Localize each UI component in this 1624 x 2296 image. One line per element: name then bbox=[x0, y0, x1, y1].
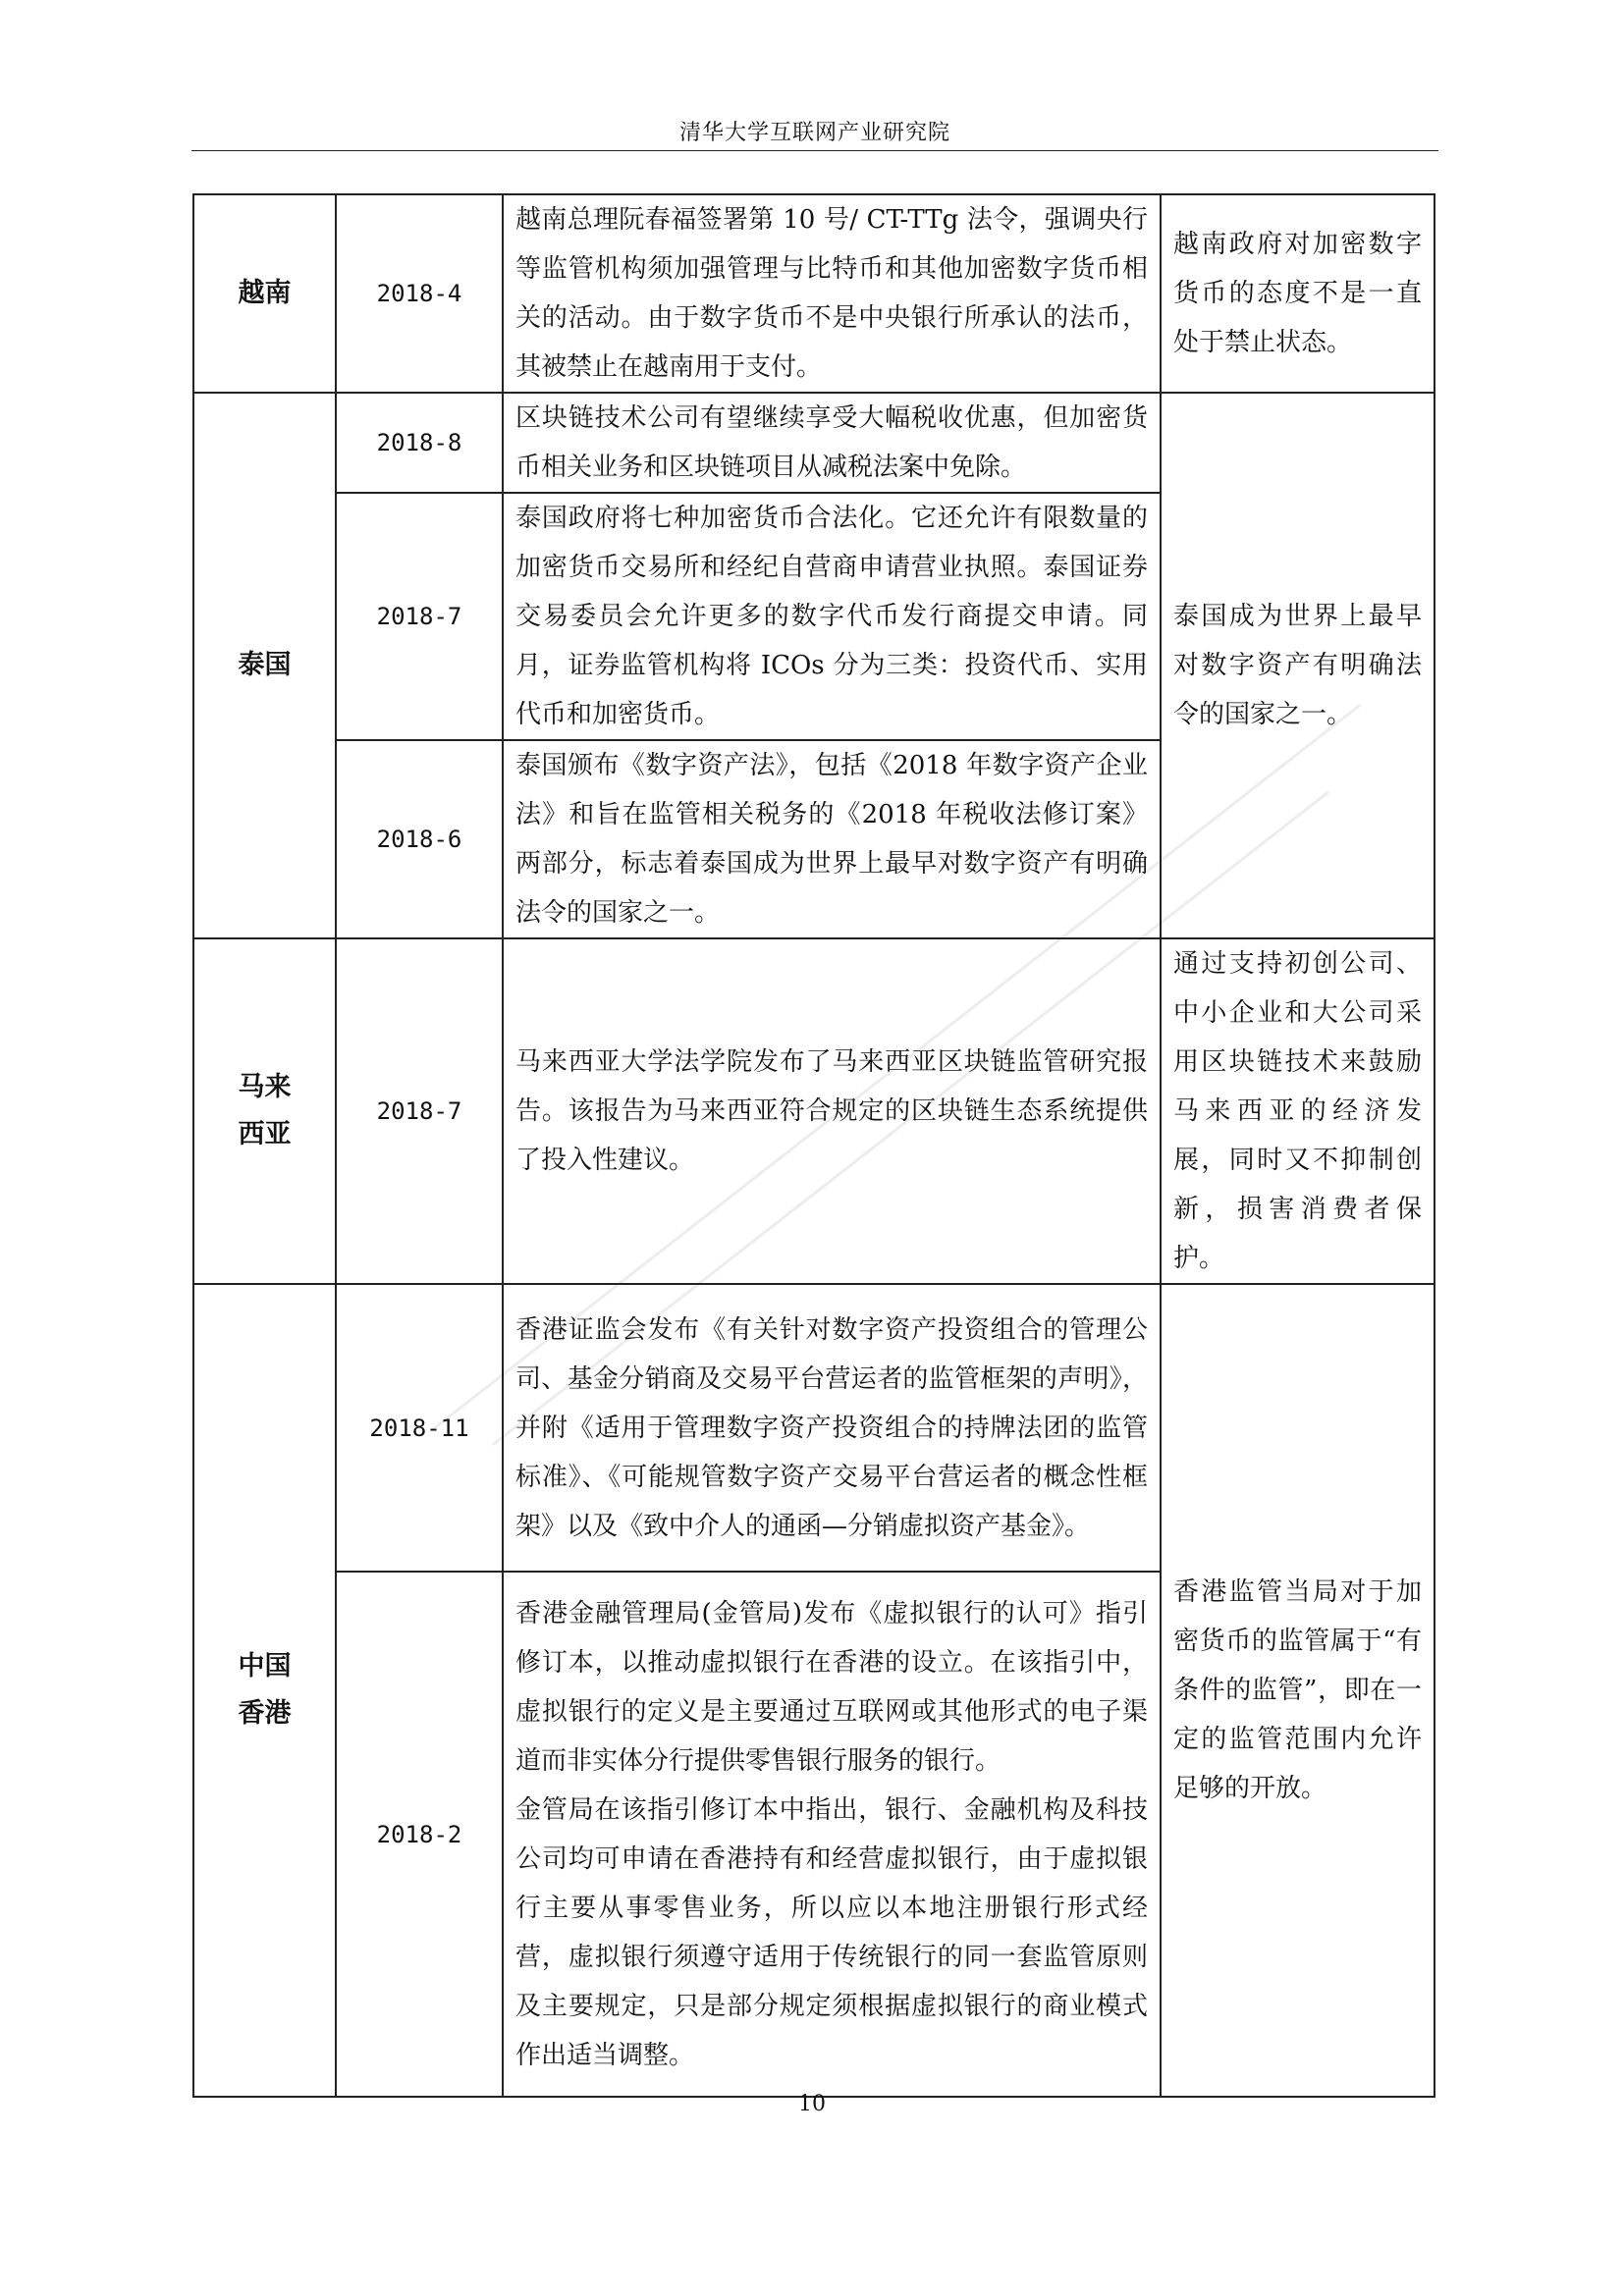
page-number: 10 bbox=[798, 2092, 826, 2116]
table-row bbox=[193, 393, 1435, 493]
summary-cell: 泰国成为世界上最早对数字资产有明确法令的国家之一。 bbox=[1161, 393, 1435, 938]
country-cell: 泰国 bbox=[193, 393, 336, 938]
event-paragraph: 香港金融管理局(金管局)发布《虚拟银行的认可》指引修订本，以推动虚拟银行在香港的设立。在该指引中，虚拟银行的定义是主要通过互联网或其他形式的电子渠道而非实体分行提供零售银行服务的银行。 bbox=[515, 1598, 1148, 1776]
table-row bbox=[193, 194, 1435, 393]
page-header: 清华大学互联网产业研究院 bbox=[678, 121, 950, 145]
header-divider bbox=[191, 150, 1438, 151]
table-row bbox=[193, 1284, 1435, 1572]
event-cell: 越南总理阮春福签署第 10 号/ CT-TTg 法令，强调央行等监管机构须加强管理与比特币和其他加密数字货币相关的活动。由于数字货币不是中央银行所承认的法币，其被禁止在越南用于支付。 bbox=[503, 194, 1161, 393]
country-cell: 越南 bbox=[193, 194, 336, 393]
event-cell: 泰国政府将七种加密货币合法化。它还允许有限数量的加密货币交易所和经纪自营商申请营业执照。泰国证券交易委员会允许更多的数字代币发行商提交申请。同月，证券监管机构将 ICOs 分为三类：投资代币、实用代币和加密货币。 bbox=[503, 493, 1161, 740]
country-line: 香港 bbox=[238, 1698, 292, 1729]
event-cell bbox=[503, 1572, 1161, 2097]
table-row bbox=[193, 938, 1435, 1284]
date-cell: 2018-6 bbox=[336, 740, 503, 938]
country-line: 中国 bbox=[238, 1651, 292, 1682]
country-line: 西亚 bbox=[238, 1119, 292, 1149]
event-cell: 香港证监会发布《有关针对数字资产投资组合的管理公司、基金分销商及交易平台营运者的监管框架的声明》，并附《适用于管理数字资产投资组合的持牌法团的监管标准》、《可能规管数字资产交易平台营运者的概念性框架》以及《致中介人的通函—分销虚拟资产基金》。 bbox=[503, 1284, 1161, 1572]
date-cell: 2018-11 bbox=[336, 1284, 503, 1572]
country-cell bbox=[193, 938, 336, 1284]
event-cell: 区块链技术公司有望继续享受大幅税收优惠，但加密货币相关业务和区块链项目从减税法案中免除。 bbox=[503, 393, 1161, 493]
event-cell: 马来西亚大学法学院发布了马来西亚区块链监管研究报告。该报告为马来西亚符合规定的区块链生态系统提供了投入性建议。 bbox=[503, 938, 1161, 1284]
country-line: 马来 bbox=[238, 1072, 292, 1102]
event-cell: 泰国颁布《数字资产法》，包括《2018 年数字资产企业法》和旨在监管相关税务的《2018 年税收法修订案》两部分，标志着泰国成为世界上最早对数字资产有明确法令的国家之一。 bbox=[503, 740, 1161, 938]
summary-cell: 香港监管当局对于加密货币的监管属于“有条件的监管”，即在一定的监管范围内允许足够的开放。 bbox=[1161, 1284, 1435, 2097]
event-paragraph: 金管局在该指引修订本中指出，银行、金融机构及科技公司均可申请在香港持有和经营虚拟银行，由于虚拟银行主要从事零售业务，所以应以本地注册银行形式经营，虚拟银行须遵守适用于传统银行的同一套监管原则及主要规定，只是部分规定须根据虚拟银行的商业模式作出适当调整。 bbox=[515, 1794, 1148, 2070]
regulation-table bbox=[192, 193, 1435, 2098]
date-cell: 2018-7 bbox=[336, 493, 503, 740]
country-cell bbox=[193, 1284, 336, 2097]
date-cell: 2018-8 bbox=[336, 393, 503, 493]
summary-cell: 通过支持初创公司、中小企业和大公司采用区块链技术来鼓励马来西亚的经济发展，同时又不抑制创新，损害消费者保护。 bbox=[1161, 938, 1435, 1284]
date-cell: 2018-2 bbox=[336, 1572, 503, 2097]
summary-cell: 越南政府对加密数字货币的态度不是一直处于禁止状态。 bbox=[1161, 194, 1435, 393]
date-cell: 2018-7 bbox=[336, 938, 503, 1284]
date-cell: 2018-4 bbox=[336, 194, 503, 393]
